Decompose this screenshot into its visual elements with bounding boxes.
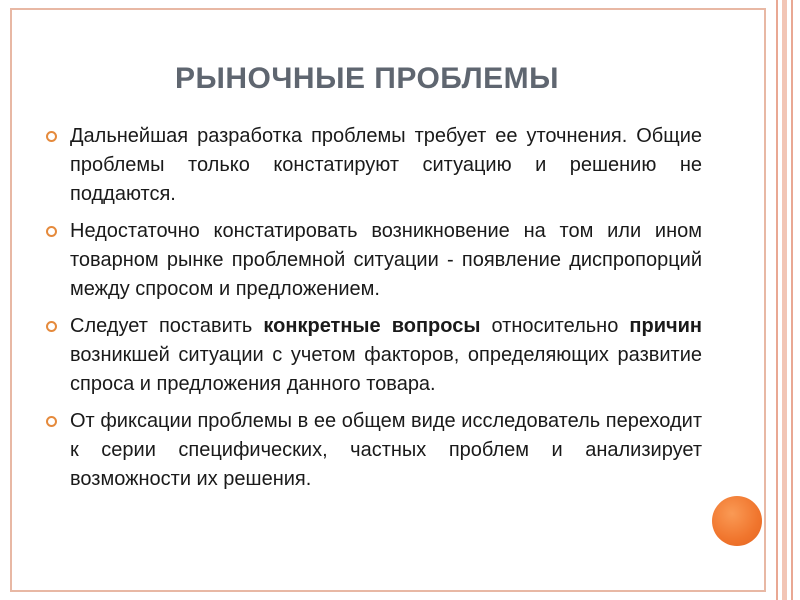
bullet-circle-icon bbox=[46, 321, 57, 332]
bullet-item bbox=[42, 122, 702, 209]
bullet-text: Недостаточно констатировать возникновение на том или ином товарном рынке проблемной ситуации - появление диспропорций между спросом и предложением. bbox=[70, 220, 702, 300]
decor-stripe bbox=[776, 0, 778, 600]
bullet-list bbox=[42, 122, 702, 502]
bullet-text-part: относительно bbox=[480, 315, 630, 337]
bullet-circle-icon bbox=[46, 226, 57, 237]
decor-stripe bbox=[782, 0, 787, 600]
bullet-circle-icon bbox=[46, 416, 57, 427]
bullet-text: Дальнейшая разработка проблемы требует ее уточнения. Общие проблемы только констатируют ситуацию и решению не поддаются. bbox=[70, 125, 702, 205]
bullet-text-part: возникшей ситуации с учетом факторов, определяющих развитие спроса и предложения данного товара. bbox=[70, 344, 702, 395]
decor-stripe bbox=[791, 0, 793, 600]
bullet-circle-icon bbox=[46, 131, 57, 142]
slide-title: РЫНОЧНЫЕ ПРОБЛЕМЫ bbox=[174, 62, 560, 95]
orange-circle-decoration bbox=[712, 496, 762, 546]
bullet-text-part: Следует поставить bbox=[70, 315, 264, 337]
bullet-item bbox=[42, 312, 702, 399]
bullet-item bbox=[42, 217, 702, 304]
bullet-bold-phrase: причин bbox=[629, 315, 702, 337]
bullet-text: От фиксации проблемы в ее общем виде исследователь переходит к серии специфических, частных проблем и анализирует возможности их решения. bbox=[70, 410, 702, 490]
bullet-bold-phrase: конкретные вопросы bbox=[263, 315, 481, 337]
bullet-item bbox=[42, 407, 702, 494]
